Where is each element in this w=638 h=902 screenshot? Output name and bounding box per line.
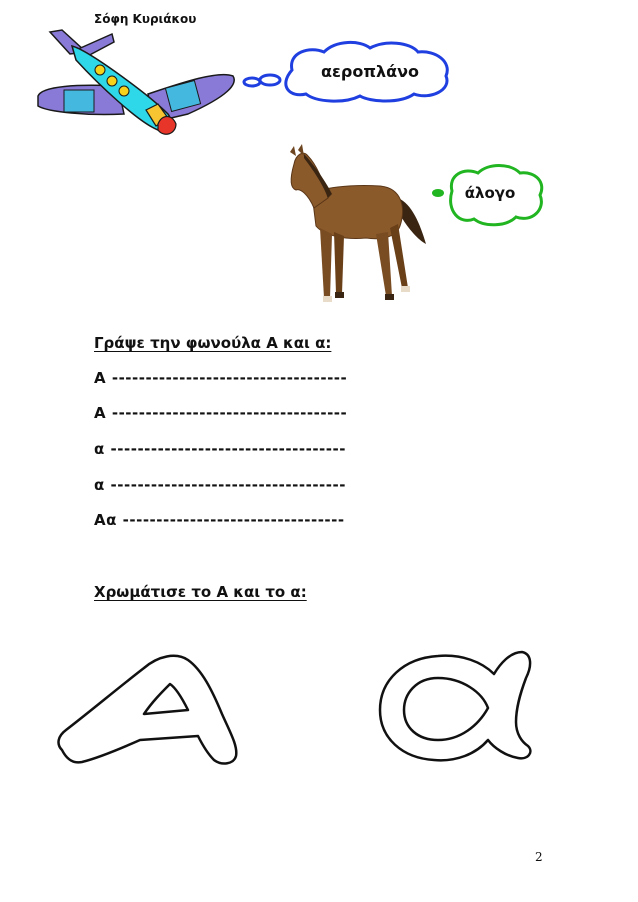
line-dashes: ----------------------------------- [110, 440, 346, 458]
line-letter: α [94, 476, 105, 494]
exercise-write-title: Γράψε την φωνούλα Α και α: [94, 334, 332, 352]
line-letter: Αα [94, 511, 117, 529]
line-dashes: --------------------------------- [122, 511, 345, 529]
word-horse: άλογο [464, 184, 516, 202]
author-name: Σόφη Κυριάκου [94, 12, 197, 26]
writing-line[interactable] [94, 511, 345, 529]
word-airplane: αεροπλάνο [320, 62, 419, 81]
page-number: 2 [535, 850, 543, 864]
airplane-illustration [28, 14, 243, 144]
line-letter: α [94, 440, 105, 458]
line-letter: Α [94, 404, 107, 422]
outline-uppercase-a[interactable] [52, 652, 242, 767]
line-dashes: ----------------------------------- [111, 369, 348, 387]
writing-line[interactable] [94, 476, 346, 494]
line-letter: Α [94, 369, 107, 387]
writing-line[interactable] [94, 404, 347, 422]
writing-line[interactable] [94, 369, 347, 387]
writing-line[interactable] [94, 440, 346, 458]
outline-lowercase-a[interactable] [372, 648, 537, 766]
line-dashes: ----------------------------------- [111, 404, 348, 422]
line-dashes: ----------------------------------- [110, 476, 346, 494]
horse-illustration [280, 148, 435, 306]
exercise-color-title: Χρωμάτισε το Α και το α: [94, 583, 307, 601]
